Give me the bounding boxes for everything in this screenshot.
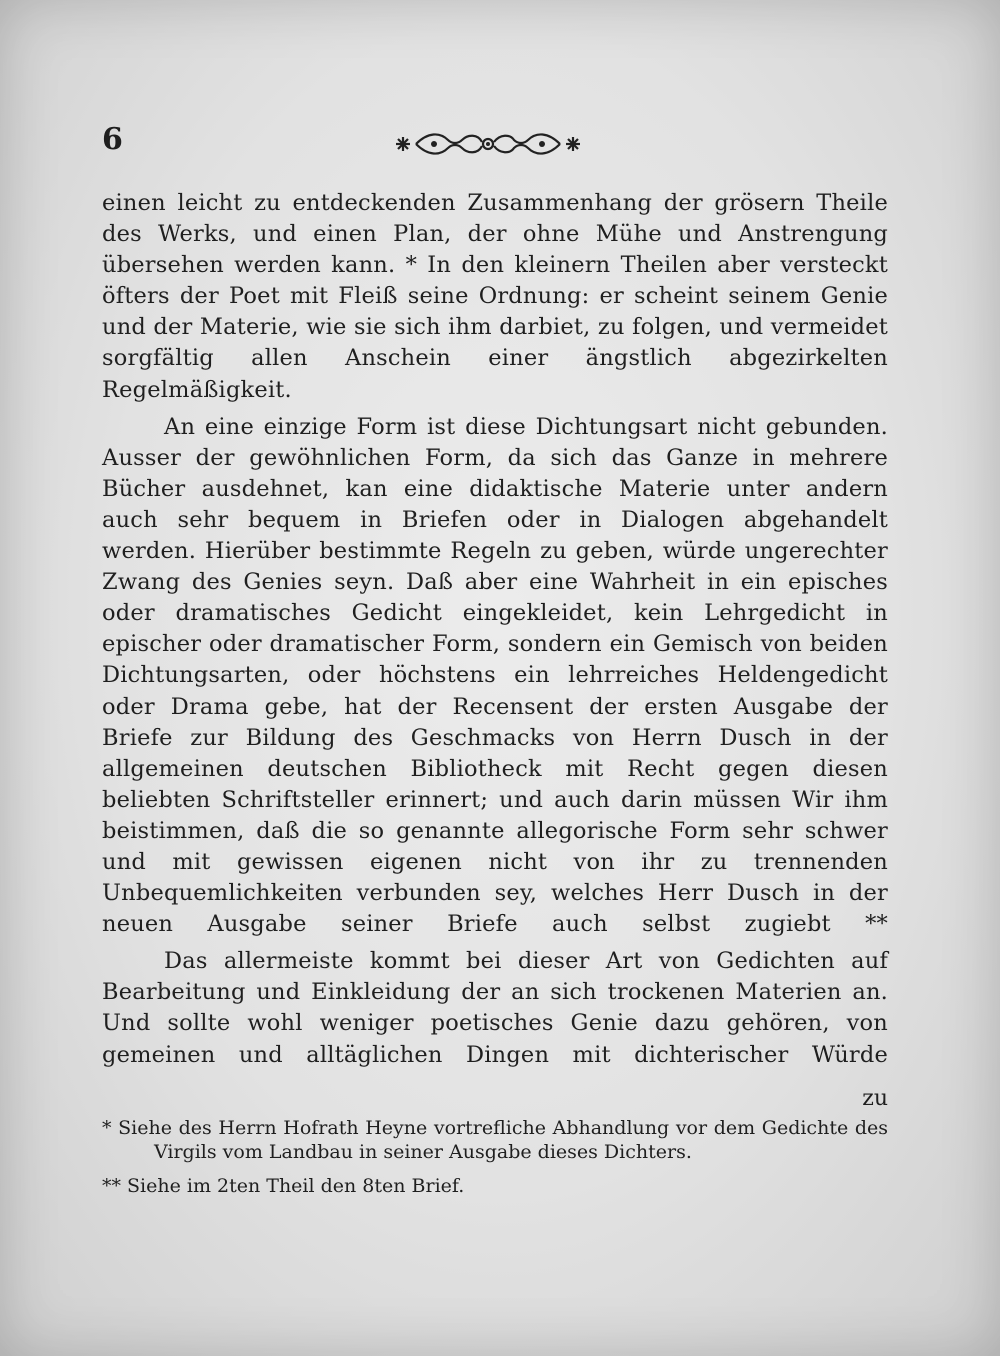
catchword: zu xyxy=(862,1086,888,1111)
paragraph: einen leicht zu entdeckenden Zusammenhang der grösern Theile des Werks, und einen Plan, der ohne Mühe und Anstrengung übersehen werden kann. * In den kleinern Theilen aber versteckt öfters der Poet mit Fleiß seine Ordnung: er scheint seinem Genie und der Materie, wie sie sich ihm darbiet, zu folgen, und vermeidet sorgfältig allen Anschein einer ängstlich abgezirkelten Regelmäßigkeit. xyxy=(102,190,888,403)
main-text xyxy=(102,188,888,1077)
paragraph: An eine einzige Form ist diese Dichtungsart nicht gebunden. Ausser der gewöhnlichen Form, da sich das Ganze in mehrere Bücher ausdehnet, kan eine didaktische Materie unter andern auch sehr bequem in Briefen oder in Dialogen abgehandelt werden. Hierüber bestimmte Regeln zu geben, würde ungerechter Zwang des Genies seyn. Daß aber eine Wahrheit in ein episches oder dramatisches Gedicht eingekleidet, kein Lehrgedicht in epischer oder dramatischer Form, sondern ein Gemisch von beiden Dichtungsarten, oder höchstens ein lehrreiches Heldengedicht oder Drama gebe, hat der Recensent der ersten Ausgabe der Briefe zur Bildung des Geschmacks von Herrn Dusch in der allgemeinen deutschen Bibliotheck mit Recht gegen diesen beliebten Schriftsteller erinnert; und auch darin müssen Wir ihm beistimmen, daß die so genannte allegorische Form sehr schwer und mit gewissen eigenen nicht von ihr zu trennenden Unbequemlichkeiten verbunden sey, welches Herr Dusch in der neuen Ausgabe seiner Briefe auch selbst zugiebt ** xyxy=(102,413,888,938)
footnote: ** Siehe im 2ten Theil den 8ten Brief. xyxy=(102,1175,465,1197)
page-number: 6 xyxy=(102,122,123,157)
footnote: * Siehe des Herrn Hofrath Heyne vortrefliche Abhandlung vor dem Gedichte des Virgils vom Landbau in seiner Ausgabe dieses Dichters. xyxy=(102,1117,888,1163)
footnotes xyxy=(102,1116,888,1208)
printer-ornament-icon xyxy=(388,122,588,166)
paragraph: Das allermeiste kommt bei dieser Art von Gedichten auf Bearbeitung und Einkleidung der an sich trockenen Materien an. Und sollte wohl weniger poetisches Genie dazu gehören, von gemeinen und alltäglichen Dingen mit dichterischer Würde xyxy=(102,948,888,1068)
